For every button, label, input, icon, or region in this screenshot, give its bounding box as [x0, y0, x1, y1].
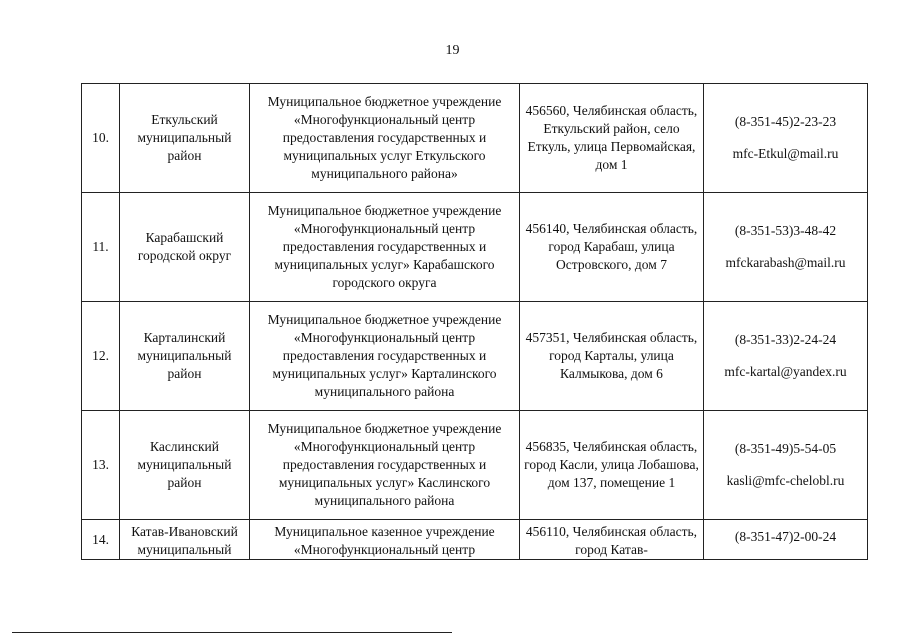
- phone-text: (8-351-49)5-54-05: [734, 441, 837, 456]
- organization-cell: Муниципальное бюджетное учреждение «Многофункциональный центр предоставления государственных и муниципальных услуг Еткульского муниципального района»: [250, 84, 520, 193]
- district-cell: Каслинский муниципальный район: [120, 411, 250, 520]
- address-cell: 456560, Челябинская область, Еткульский район, село Еткуль, улица Первомайская, дом 1: [520, 84, 704, 193]
- contact-cell: [704, 193, 868, 302]
- table-row: [82, 520, 868, 560]
- organization-cell: Муниципальное бюджетное учреждение «Многофункциональный центр предоставления государственных и муниципальных услуг» Карабашского городского округа: [250, 193, 520, 302]
- district-cell: Еткульский муниципальный район: [120, 84, 250, 193]
- row-number: 10.: [82, 84, 120, 193]
- district-cell: Карталинский муниципальный район: [120, 302, 250, 411]
- contact-cell: [704, 520, 868, 560]
- table-row: [82, 411, 868, 520]
- phone-text: (8-351-47)2-00-24: [734, 529, 837, 544]
- email-text: mfckarabash@mail.ru: [725, 255, 846, 270]
- row-number: 12.: [82, 302, 120, 411]
- table-row: [82, 193, 868, 302]
- page-number: 19: [445, 43, 460, 58]
- phone-text: (8-351-33)2-24-24: [734, 332, 837, 347]
- contact-cell: [704, 302, 868, 411]
- address-cell: 456110, Челябинская область, город Катав-: [520, 520, 704, 560]
- organization-cell: Муниципальное бюджетное учреждение «Многофункциональный центр предоставления государственных и муниципальных услуг» Каслинского муниципального района: [250, 411, 520, 520]
- organization-cell: Муниципальное бюджетное учреждение «Многофункциональный центр предоставления государственных и муниципальных услуг» Карталинского муниципального района: [250, 302, 520, 411]
- email-text: mfc-kartal@yandex.ru: [724, 364, 847, 379]
- address-cell: 456140, Челябинская область, город Карабаш, улица Островского, дом 7: [520, 193, 704, 302]
- address-cell: 457351, Челябинская область, город Карталы, улица Калмыкова, дом 6: [520, 302, 704, 411]
- phone-text: (8-351-53)3-48-42: [734, 223, 837, 238]
- contact-cell: [704, 411, 868, 520]
- email-text: mfc-Etkul@mail.ru: [732, 146, 839, 161]
- table-row: [82, 302, 868, 411]
- address-cell: 456835, Челябинская область, город Касли, улица Лобашова, дом 137, помещение 1: [520, 411, 704, 520]
- district-cell: Катав-Ивановский муниципальный: [120, 520, 250, 560]
- row-number: 13.: [82, 411, 120, 520]
- phone-text: (8-351-45)2-23-23: [734, 114, 837, 129]
- footnote-divider: [12, 632, 452, 633]
- organization-cell: Муниципальное казенное учреждение «Многофункциональный центр: [250, 520, 520, 560]
- row-number: 11.: [82, 193, 120, 302]
- mfc-table: [81, 83, 868, 560]
- table-row: [82, 84, 868, 193]
- email-text: kasli@mfc-chelobl.ru: [726, 473, 845, 488]
- row-number: 14.: [82, 520, 120, 560]
- contact-cell: [704, 84, 868, 193]
- district-cell: Карабашский городской округ: [120, 193, 250, 302]
